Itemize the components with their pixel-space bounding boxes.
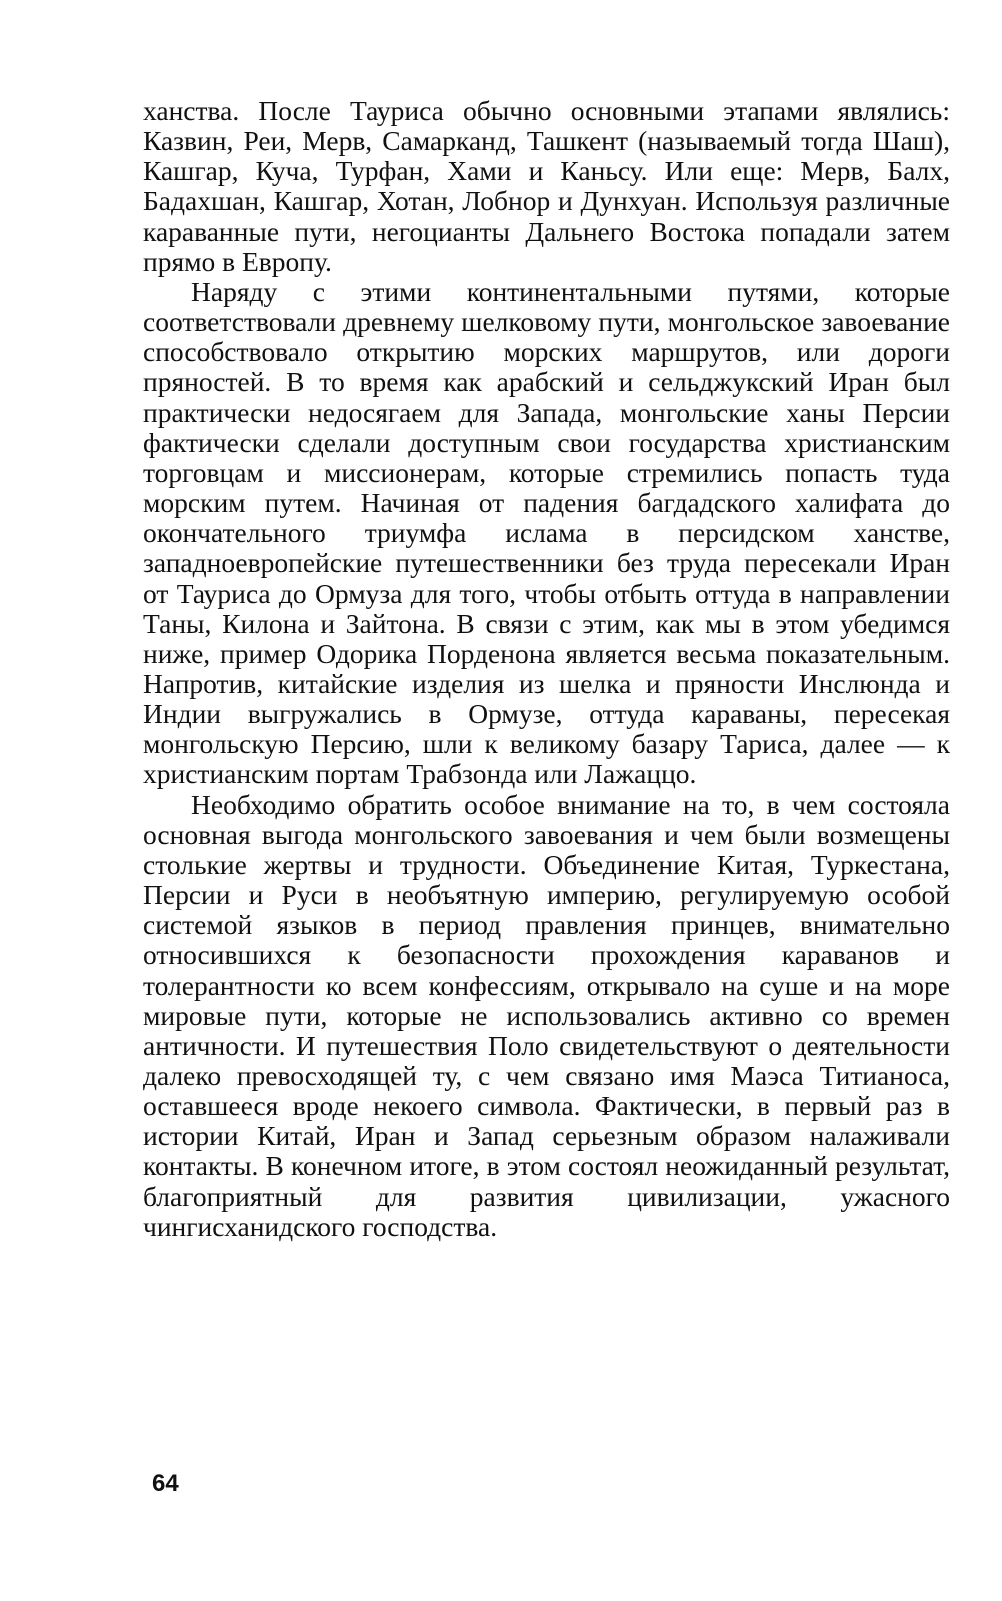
paragraph-1: ханства. После Тауриса обычно основными этапами являлись: Казвин, Реи, Мерв, Самарканд, Ташкент (называемый тогда Шаш), Кашгар, Куча, Турфан, Хами и Каньсу. Или еще: Мерв, Балх, Бадахшан, Кашгар, Хотан, Лобнор и Дунхуан. Используя различные караванные пути, негоцианты Дальнего Востока попадали затем прямо в Европу. <box>143 95 950 277</box>
paragraph-3: Необходимо обратить особое внимание на то, в чем состояла основная выгода монгольского завоевания и чем были возмещены столькие жертвы и трудности. Объединение Китая, Туркестана, Персии и Руси в необъятную империю, регулируемую особой системой языков в период правления принцев, внимательно относившихся к безопасности прохождения караванов и толерантности ко всем конфессиям, открывало на суше и на море мировые пути, которые не использовались активно со времен античности. И путешествия Поло свидетельствуют о деятельности далеко превосходящей ту, с чем связано имя Маэса Титианоса, оставшееся вроде некоего символа. Фактически, в первый раз в истории Китай, Иран и Запад серьезным образом налаживали контакты. В конечном итоге, в этом состоял неожиданный результат, благоприятный для развития цивилизации, ужасного чингисханидского господства. <box>143 788 950 1242</box>
paragraph-2: Наряду с этими континентальными путями, которые соответствовали древнему шелковому пути, монгольское завоевание способствовало открытию морских маршрутов, или дороги пряностей. В то время как арабский и сельджукский Иран был практически недосягаем для Запада, монгольские ханы Персии фактически сделали доступным свои государства христианским торговцам и миссионерам, которые стремились попасть туда морским путем. Начиная от падения багдадского халифата до окончательного триумфа ислама в персидском ханстве, западноевропейские путешественники без труда пересекали Иран от Тауриса до Ормуза для того, чтобы отбыть оттуда в направлении Таны, Килона и Зайтона. В связи с этим, как мы в этом убедимся ниже, пример Одорика Порденона является весьма показательным. Напротив, китайские изделия из шелка и пряности Инслюнда и Индии выгружались в Ормузе, оттуда караваны, пересекая монгольскую Персию, шли к великому базару Тариса, далее — к христианским портам Трабзонда или Лажаццо. <box>143 275 950 790</box>
page-body <box>143 96 950 1242</box>
page-number: 64 <box>152 1470 179 1497</box>
